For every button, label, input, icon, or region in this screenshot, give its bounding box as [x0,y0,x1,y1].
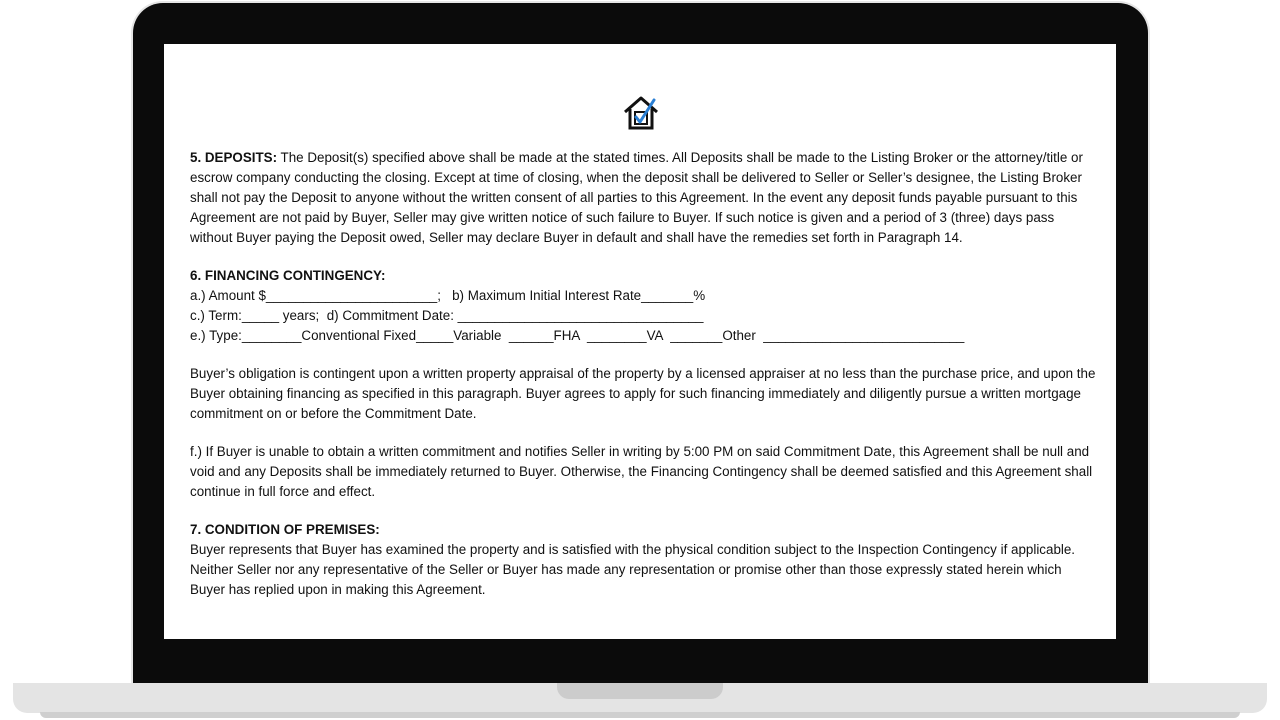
section-deposits-body: The Deposit(s) specified above shall be made at the stated times. All Deposits shall be made to the Listing Broker or the attorney/title or escrow company conducting the closing. Except at time of closing, when the deposit shall be delivered to Seller or Seller’s designee, the Listing Broker shall not pay the Deposit to anyone without the written consent of all parties to this Agreement. In the event any deposit funds payable pursuant to this Agreement are not paid by Buyer, Seller may give written notice of such failure to Buyer. If such notice is given and a period of 3 (three) days pass without Buyer paying the Deposit owed, Seller may declare Buyer in default and shall have the remedies set forth in Paragraph 14. [190,150,1083,245]
financing-type-line: e.) Type:________Conventional Fixed_____Variable ______FHA ________VA _______Other ___________________________ [190,328,965,343]
section-condition-body: Buyer represents that Buyer has examined the property and is satisfied with the physical condition subject to the Inspection Contingency if applicable. Neither Seller nor any representative of the Seller or Buyer has made any representation or promise other than those expressly stated herein which Buyer has replied upon in making this Agreement. [190,542,1076,597]
section-financing [190,266,1096,346]
section-condition-heading: 7. CONDITION OF PREMISES: [190,522,380,537]
document-page [164,44,1116,639]
house-check-icon [621,94,661,132]
section-financing-heading: 6. FINANCING CONTINGENCY: [190,268,386,283]
financing-term-line: c.) Term:_____ years; d) Commitment Date: _________________________________ [190,308,704,323]
section-condition [190,520,1096,600]
financing-amount-line: a.) Amount $_______________________; b) Maximum Initial Interest Rate_______% [190,288,706,303]
laptop-base-shadow [40,712,1240,718]
financing-appraisal-paragraph: Buyer’s obligation is contingent upon a written property appraisal of the property by a licensed appraiser at no less than the purchase price, and upon the Buyer obtaining financing as specified in this paragraph. Buyer agrees to apply for such financing immediately and diligently pursue a written mortgage commitment on or before the Commitment Date. [190,366,1096,421]
section-deposits-heading: 5. DEPOSITS: [190,150,278,165]
section-deposits [190,148,1096,248]
contract-text [190,148,1096,600]
financing-commitment-paragraph: f.) If Buyer is unable to obtain a written commitment and notifies Seller in writing by 5:00 PM on said Commitment Date, this Agreement shall be null and void and any Deposits shall be immediately returned to Buyer. Otherwise, the Financing Contingency shall be deemed satisfied and this Agreement shall continue in full force and effect. [190,444,1093,499]
laptop-notch [557,683,723,699]
